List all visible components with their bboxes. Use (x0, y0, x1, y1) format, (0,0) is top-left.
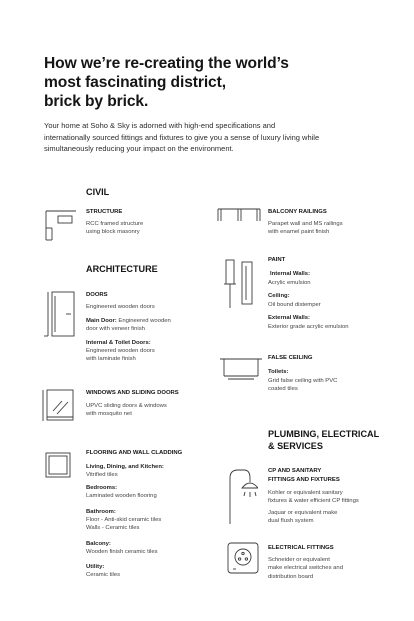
bedrooms-label: Bedrooms: (86, 485, 118, 491)
false-ceiling-title: FALSE CEILING (268, 355, 313, 361)
intro-paragraph (44, 120, 384, 155)
main-door-value-2: door with veneer finish (86, 326, 145, 332)
railing-icon (216, 206, 262, 224)
cp-sanitary-title (268, 467, 340, 485)
bedrooms-value: Laminated wooden flooring (86, 493, 157, 499)
bathroom-line-2: Walls - Ceramic tiles (86, 525, 140, 532)
electrical-line-2: make electrical switches and (268, 565, 343, 572)
bathroom-description (86, 516, 161, 533)
electrical-title: ELECTRICAL FITTINGS (268, 545, 334, 551)
balcony-floor-label: Balcony: (86, 541, 111, 547)
false-ceiling-line-1: Grid false ceiling with PVC (268, 378, 338, 384)
utility-value: Ceramic tiles (86, 572, 121, 578)
paint-external-value: Exterior grade acrylic emulsion (268, 324, 349, 330)
cp-sanitary-description-1 (268, 489, 359, 506)
page-title (44, 54, 384, 111)
utility-label: Utility: (86, 564, 105, 570)
flooring-title: FLOORING AND WALL CLADDING (86, 450, 183, 456)
balcony-railings-line-1: Parapet wall and MS railings (268, 221, 343, 227)
paint-ceiling-value: Oil bound distemper (268, 302, 321, 308)
ceiling-icon (218, 356, 264, 382)
cp-sanitary-description-2 (268, 509, 337, 526)
plumbing-heading-line-2: & SERVICES (268, 441, 323, 451)
main-door-value-1: Engineered wooden (116, 318, 171, 324)
title-line-2: most fascinating district, (44, 74, 226, 91)
paint-ceiling-label: Ceiling: (268, 293, 290, 299)
paint-internal-label: Internal Walls: (270, 271, 311, 277)
structure-line-1: RCC framed structure (86, 221, 144, 227)
floor-tile-icon (44, 451, 72, 479)
living-label: Living, Dining, and Kitchen: (86, 464, 164, 470)
electrical-description (268, 556, 343, 581)
paint-external-label: External Walls: (268, 315, 311, 321)
living-value: Vitrified tiles (86, 472, 118, 478)
plumbing-heading (268, 428, 379, 452)
bathroom-label: Bathroom: (86, 509, 116, 515)
electrical-line-3: distribution board (268, 573, 314, 580)
title-line-3: brick by brick. (44, 93, 149, 110)
bathroom-line-1: Floor - Anti-skid ceramic tiles (86, 517, 162, 523)
doors-description: Engineered wooden doors (86, 304, 155, 310)
windows-line-1: UPVC sliding doors & windows (86, 403, 167, 409)
windows-description (86, 402, 167, 419)
internal-door-description (86, 347, 155, 364)
plumbing-heading-line-1: PLUMBING, ELECTRICAL (268, 429, 380, 439)
internal-door-line-2: with laminate finish (86, 356, 136, 363)
paint-roller-icon (222, 258, 260, 314)
title-line-1: How we’re re-creating the world’s (44, 55, 289, 72)
power-socket-icon (226, 541, 260, 575)
door-icon (44, 288, 78, 338)
cp-sanitary-line-4: dual flush system (268, 518, 314, 525)
paint-internal-value: Acrylic emulsion (268, 280, 311, 286)
false-ceiling-line-2: coated tiles (268, 386, 298, 393)
cp-sanitary-title-line-1: CP AND SANITARY (268, 468, 322, 474)
shower-icon (224, 466, 258, 526)
structure-description (86, 220, 143, 237)
structure-title: STRUCTURE (86, 209, 123, 215)
windows-line-2: with mosquito net (86, 411, 132, 418)
civil-heading: CIVIL (86, 187, 110, 197)
doors-title: DOORS (86, 292, 108, 298)
balcony-railings-title: BALCONY RAILINGS (268, 209, 327, 215)
wall-blocks-icon (44, 208, 78, 242)
structure-line-2: using block masonry (86, 229, 140, 236)
balcony-railings-line-2: with enamel paint finish (268, 229, 330, 236)
cp-sanitary-line-1: Kohler or equivalent sanitary (268, 490, 343, 496)
main-door-label: Main Door: (86, 318, 117, 324)
balcony-floor-value: Wooden finish ceramic tiles (86, 549, 158, 555)
cp-sanitary-title-line-2: FITTINGS AND FIXTURES (268, 477, 340, 483)
balcony-railings-description (268, 220, 343, 237)
intro-line-1: Your home at Soho & Sky is adorned with high-end specifications and (44, 121, 276, 130)
paint-title: PAINT (268, 257, 286, 263)
architecture-heading: ARCHITECTURE (86, 264, 158, 274)
false-ceiling-description (268, 377, 337, 394)
windows-title: WINDOWS AND SLIDING DOORS (86, 390, 179, 396)
cp-sanitary-line-3: Jaquar or equivalent make (268, 510, 338, 516)
internal-door-line-1: Engineered wooden doors (86, 348, 155, 354)
internal-door-label: Internal & Toilet Doors: (86, 340, 151, 346)
window-icon (40, 387, 76, 423)
intro-line-3: simultaneously reducing your impact on the environment. (44, 144, 234, 153)
cp-sanitary-line-2: fixtures & water efficient CP fittings (268, 498, 359, 505)
false-ceiling-toilets-label: Toilets: (268, 369, 289, 375)
intro-line-2: internationally sourced fittings and fixtures to give you a sense of luxury living while (44, 132, 320, 142)
electrical-line-1: Schneider or equivalent (268, 557, 330, 563)
